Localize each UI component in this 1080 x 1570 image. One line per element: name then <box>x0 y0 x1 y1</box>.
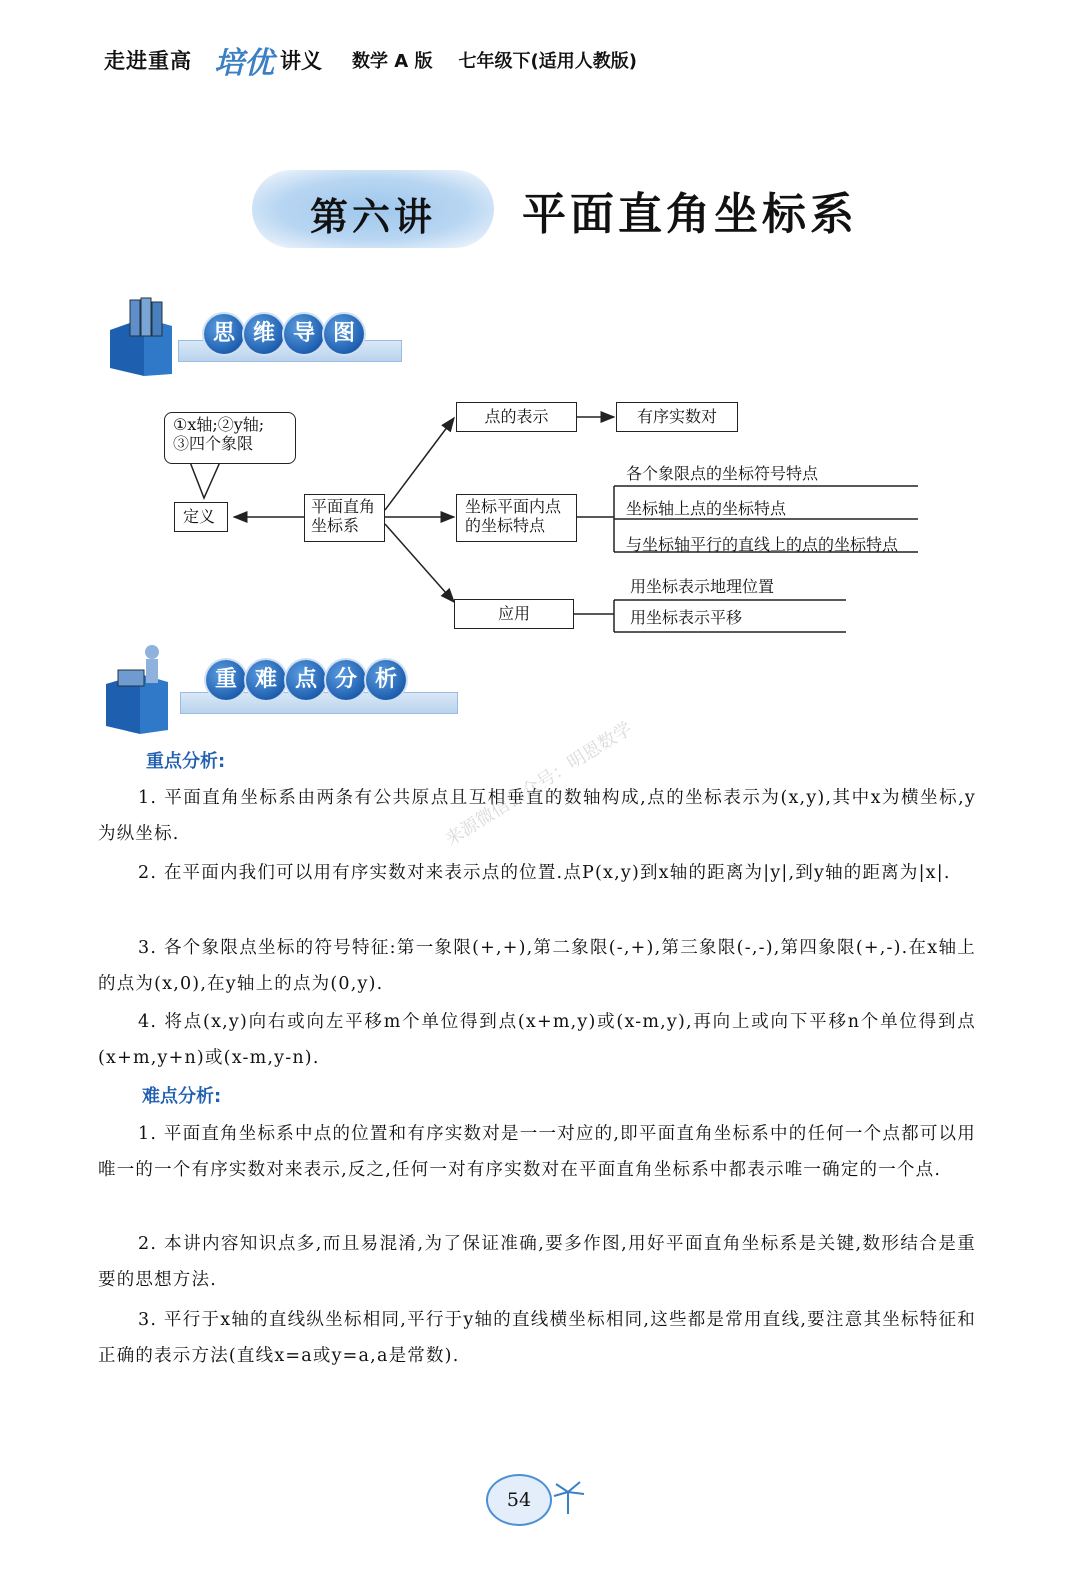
branch-application <box>454 599 574 629</box>
title-char: 思 <box>204 314 244 354</box>
key-point-item: 4. 将点(x,y)向右或向左平移m个单位得到点(x+m,y)或(x-m,y),再向上或向下平移n个单位得到点(x+m,y+n)或(x-m,y-n). <box>98 1012 976 1068</box>
leaf-translation: 用坐标表示平移 <box>630 608 743 627</box>
center-line: 坐标系 <box>311 516 360 535</box>
watermark: 来源微信公众号：明恩数学 <box>441 718 636 851</box>
title-char: 分 <box>326 660 366 700</box>
key-point-item: 3. 各个象限点坐标的符号特征:第一象限(+,+),第二象限(-,+),第三象限(-,-),第四象限(+,-).在x轴上的点为(x,0),在y轴上的点为(0,y). <box>98 938 976 994</box>
branch-coordinate-features <box>456 494 577 542</box>
branch-label: 应用 <box>497 604 530 623</box>
center-node <box>304 494 385 542</box>
difficult-point-item: 2. 本讲内容知识点多,而且易混淆,为了保证准确,要多作图,用好平面直角坐标系是关键,数形结合是重要的思想方法. <box>98 1234 976 1290</box>
difficult-point-item: 3. 平行于x轴的直线纵坐标相同,平行于y轴的直线横坐标相同,这些都是常用直线,要注意其坐标特征和正确的表示方法(直线x=a或y=a,a是常数). <box>98 1310 976 1366</box>
key-point-item: 1. 平面直角坐标系由两条有公共原点且互相垂直的数轴构成,点的坐标表示为(x,y),其中x为横坐标,y为纵坐标. <box>98 788 976 844</box>
branch-line: 坐标平面内点 <box>465 497 562 516</box>
title-char: 点 <box>286 660 326 700</box>
palm-decoration-icon <box>548 1476 588 1516</box>
peiyou-logo: 培优 <box>214 46 274 81</box>
title-char: 难 <box>246 660 286 700</box>
grade-label: 七年级下(适用人教版) <box>458 51 637 72</box>
branch-point-representation <box>456 402 577 432</box>
subject-label: 数学 A 版 <box>352 51 433 72</box>
lecture-title: 平面直角坐标系 <box>522 189 858 240</box>
axes-callout <box>164 412 296 464</box>
leaf-quadrant-signs: 各个象限点的坐标符号特点 <box>626 464 819 483</box>
leaf-parallel-lines: 与坐标轴平行的直线上的点的坐标特点 <box>626 535 899 554</box>
branch-label: 点的表示 <box>484 407 549 426</box>
key-points-heading: 重点分析: <box>146 751 226 772</box>
title-char: 维 <box>244 314 284 354</box>
title-char: 图 <box>324 314 364 354</box>
page-number: 54 <box>486 1474 552 1526</box>
series-brand: 走进重高 <box>104 49 192 73</box>
leaf-label: 有序实数对 <box>636 407 717 426</box>
study-desk-icon <box>102 642 172 734</box>
title-char: 导 <box>284 314 324 354</box>
leaf-ordered-pair <box>616 402 738 432</box>
title-char: 重 <box>206 660 246 700</box>
center-line: 平面直角 <box>311 497 376 516</box>
mindmap-connectors <box>0 0 1080 650</box>
branch-line: 的坐标特点 <box>465 516 546 535</box>
analysis-section-header <box>102 642 462 738</box>
leaf-geographic-position: 用坐标表示地理位置 <box>630 577 775 596</box>
leaf-axis-points: 坐标轴上点的坐标特点 <box>626 499 787 518</box>
definition-node <box>174 502 228 532</box>
difficult-point-item: 1. 平面直角坐标系中点的位置和有序实数对是一一对应的,即平面直角坐标系中的任何一个点都可以用唯一的一个有序实数对来表示,反之,任何一对有序实数对在平面直角坐标系中都表示唯一确定的一个点. <box>98 1124 976 1180</box>
callout-line: ③四个象限 <box>173 434 254 453</box>
mindmap <box>0 0 1080 650</box>
lecture-number: 第六讲 <box>309 194 436 239</box>
callout-line: ①x轴;②y轴; <box>173 415 265 434</box>
book-type: 讲义 <box>280 49 322 73</box>
difficult-points-heading: 难点分析: <box>142 1086 222 1107</box>
key-point-item: 2. 在平面内我们可以用有序实数对来表示点的位置.点P(x,y)到x轴的距离为|y|,到y轴的距离为|x|. <box>138 863 951 883</box>
title-char: 析 <box>366 660 406 700</box>
definition-label: 定义 <box>183 507 216 526</box>
